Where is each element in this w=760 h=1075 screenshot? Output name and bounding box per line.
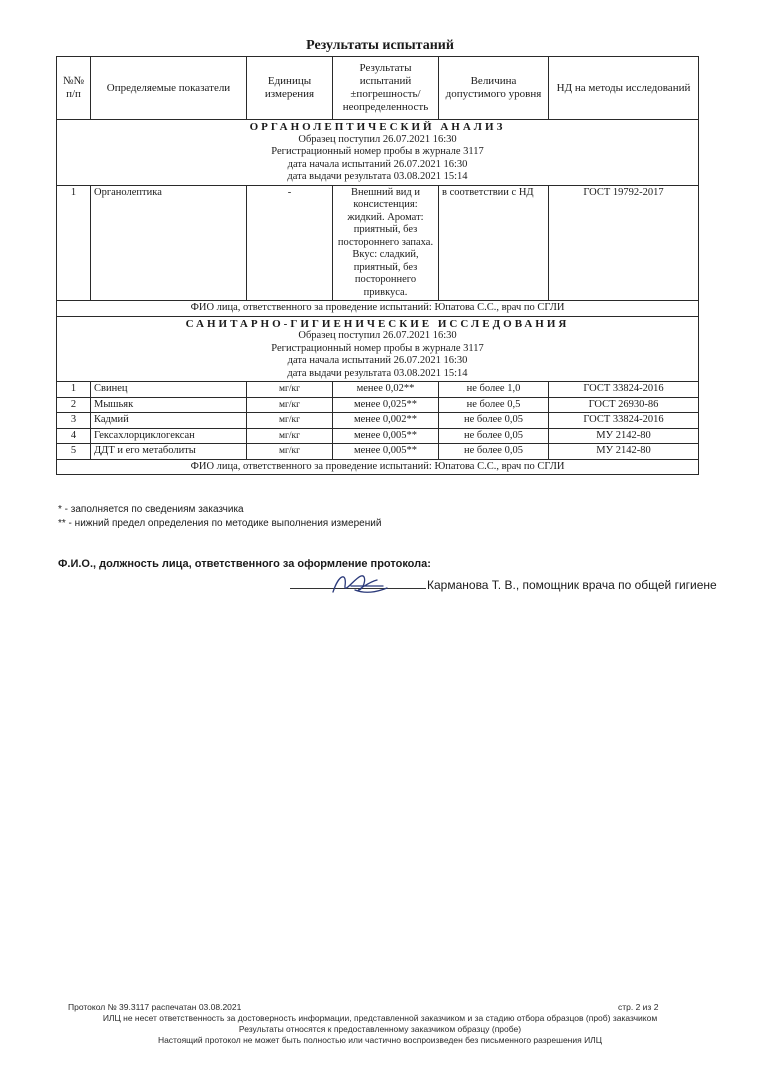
result-issue-date: дата выдачи результата 03.08.2021 15:14 <box>287 171 468 182</box>
row-units: мг/кг <box>247 428 333 444</box>
sample-received: Образец поступил 26.07.2021 16:30 <box>298 133 457 145</box>
row-units: - <box>247 185 333 301</box>
result-issue-date: дата выдачи результата 03.08.2021 15:14 <box>287 367 468 379</box>
row-method: ГОСТ 26930-86 <box>549 397 699 413</box>
row-units: мг/кг <box>247 397 333 413</box>
results-table <box>56 56 699 475</box>
row-method: ГОСТ 33824-2016 <box>549 413 699 429</box>
page-number: стр. 2 из 2 <box>618 1002 659 1012</box>
row-result: менее 0,025** <box>333 397 439 413</box>
header-results: Результаты испытаний ±погрешность/ неопределенность <box>333 57 439 120</box>
table-row <box>57 413 699 429</box>
table-row <box>57 382 699 398</box>
section-sanitary <box>57 316 699 382</box>
header-num: №№ п/п <box>57 57 91 120</box>
row-units: мг/кг <box>247 444 333 460</box>
row-result: менее 0,02** <box>333 382 439 398</box>
signer-name: Карманова Т. В., помощник врача по общей гигиене <box>427 578 717 592</box>
row-num: 1 <box>57 185 91 301</box>
page-footer <box>0 1002 760 1046</box>
protocol-responsible-label: Ф.И.О., должность лица, ответственного за оформление протокола: <box>58 558 431 570</box>
footnotes <box>58 503 381 531</box>
row-allowed: не более 0,05 <box>439 444 549 460</box>
row-method: ГОСТ 33824-2016 <box>549 382 699 398</box>
row-method: ГОСТ 19792-2017 <box>549 185 699 301</box>
row-allowed: в соответствии с НД <box>439 185 549 301</box>
reg-number: Регистрационный номер пробы в журнале 3117 <box>271 146 484 157</box>
disclaimer-line: Результаты относятся к предоставленному заказчиком образцу (пробе) <box>238 1024 522 1034</box>
header-method: НД на методы исследований <box>549 57 699 120</box>
test-start-date: дата начала испытаний 26.07.2021 16:30 <box>287 355 468 366</box>
row-indicator: Кадмий <box>91 413 247 429</box>
row-allowed: не более 1,0 <box>439 382 549 398</box>
table-header-row <box>57 57 699 120</box>
table-row <box>57 444 699 460</box>
responsible-row <box>57 459 699 475</box>
row-allowed: не более 0,05 <box>439 428 549 444</box>
disclaimer-line: Настоящий протокол не может быть полностью или частично воспроизведен без письменного разрешения ИЛЦ <box>157 1035 603 1045</box>
row-num: 2 <box>57 397 91 413</box>
footnote-customer: * - заполняется по сведениям заказчика <box>58 504 244 515</box>
row-num: 3 <box>57 413 91 429</box>
row-units: мг/кг <box>247 413 333 429</box>
row-num: 1 <box>57 382 91 398</box>
table-row <box>57 428 699 444</box>
section-title: ОРГАНОЛЕПТИЧЕСКИЙ АНАЛИЗ <box>249 121 506 133</box>
header-allowed: Величина допустимого уровня <box>439 57 549 120</box>
section-organoleptic <box>57 120 699 186</box>
responsible-row <box>57 301 699 317</box>
table-row <box>57 397 699 413</box>
row-indicator: Свинец <box>91 382 247 398</box>
row-result: менее 0,005** <box>333 444 439 460</box>
footnote-detection-limit: ** - нижний предел определения по методике выполнения измерений <box>58 518 382 529</box>
row-allowed: не более 0,5 <box>439 397 549 413</box>
row-result: менее 0,002** <box>333 413 439 429</box>
row-num: 5 <box>57 444 91 460</box>
row-indicator: Органолептика <box>91 185 247 301</box>
responsible-person: ФИО лица, ответственного за проведение испытаний: Юпатова С.С., врач по СГЛИ <box>57 459 699 475</box>
test-start-date: дата начала испытаний 26.07.2021 16:30 <box>287 158 468 170</box>
row-result: Внешний вид и консистенция: жидкий. Аромат: приятный, без постороннего запаха. Вкус: сладкий, приятный, без постороннего привкуса. <box>333 185 439 301</box>
responsible-person: ФИО лица, ответственного за проведение испытаний: Юпатова С.С., врач по СГЛИ <box>57 301 699 317</box>
table-row <box>57 185 699 301</box>
header-indicator: Определяемые показатели <box>91 57 247 120</box>
handwritten-signature <box>325 568 395 600</box>
row-method: МУ 2142-80 <box>549 444 699 460</box>
row-units: мг/кг <box>247 382 333 398</box>
reg-number: Регистрационный номер пробы в журнале 3117 <box>271 342 484 354</box>
header-units: Единицы измерения <box>247 57 333 120</box>
section-title: САНИТАРНО-ГИГИЕНИЧЕСКИЕ ИССЛЕДОВАНИЯ <box>185 317 570 330</box>
row-allowed: не более 0,05 <box>439 413 549 429</box>
row-indicator: Мышьяк <box>91 397 247 413</box>
protocol-number: Протокол № 39.3117 распечатан 03.08.2021 <box>68 1002 242 1012</box>
page-title: Результаты испытаний <box>306 38 454 53</box>
disclaimer-line: ИЛЦ не несет ответственность за достоверность информации, представленной заказчиком и за стадию отбора образцов (проб) заказчиком <box>102 1013 658 1023</box>
row-num: 4 <box>57 428 91 444</box>
sample-received: Образец поступил 26.07.2021 16:30 <box>298 330 457 341</box>
row-indicator: Гексахлорциклогексан <box>91 428 247 444</box>
row-indicator: ДДТ и его метаболиты <box>91 444 247 460</box>
row-method: МУ 2142-80 <box>549 428 699 444</box>
row-result: менее 0,005** <box>333 428 439 444</box>
